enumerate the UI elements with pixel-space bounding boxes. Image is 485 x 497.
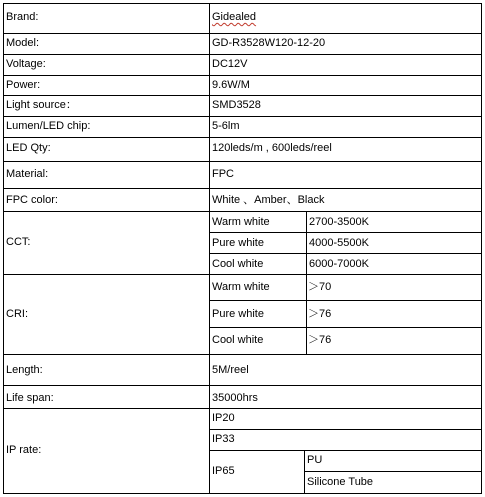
cct-label: CCT: (6, 236, 31, 248)
length-value: 5M/reel (212, 364, 249, 376)
row-separator (3, 354, 482, 355)
model-label: Model: (6, 37, 40, 49)
cct-value: 6000-7000K (309, 258, 369, 270)
table-border-right (481, 3, 482, 494)
row-separator (3, 211, 482, 212)
ip65-subcolumn-divider (304, 450, 305, 494)
brand-value: Gidealed (212, 11, 257, 23)
led-qty-label: LED Qty: (6, 142, 51, 154)
led-qty-value: 120leds/m , 600leds/reel (212, 142, 332, 154)
cri-subrow-separator (209, 300, 482, 301)
row-separator (3, 385, 482, 386)
life-span-label: Life span: (6, 392, 54, 404)
cri-value: ＞76 (308, 308, 332, 320)
cct-value: 2700-3500K (309, 216, 369, 228)
row-separator (3, 54, 482, 55)
fpc-color-label: FPC color: (6, 194, 58, 206)
power-label: Power: (6, 79, 41, 91)
length-label: Length: (6, 364, 43, 376)
ip65-option: Silicone Tube (307, 476, 374, 488)
table-border-top (3, 3, 482, 4)
ip-rate-value: IP33 (212, 433, 235, 445)
cct-value: 4000-5500K (309, 237, 369, 249)
voltage-label: Voltage: (6, 58, 46, 70)
cri-value: ＞76 (308, 334, 332, 346)
light-source-label: Light source： (6, 99, 77, 111)
cri-label: CRI: (6, 308, 28, 320)
cri-name: Warm white (212, 281, 270, 293)
cri-value: ＞70 (308, 281, 332, 293)
row-separator (3, 95, 482, 96)
column-divider (209, 3, 210, 494)
row-separator (3, 33, 482, 34)
row-separator (3, 75, 482, 76)
model-value: GD-R3528W120-12-20 (212, 37, 326, 49)
ip65-subrow-separator (304, 471, 482, 472)
table-border-bottom (3, 493, 482, 494)
cct-subrow-separator (209, 232, 482, 233)
cri-subrow-separator (209, 327, 482, 328)
power-value: 9.6W/M (212, 79, 250, 91)
table-border-left (3, 3, 4, 494)
row-separator (3, 188, 482, 189)
lumen-value: 5-6lm (212, 120, 240, 132)
cri-name: Pure white (212, 308, 264, 320)
cct-subrow-separator (209, 253, 482, 254)
fpc-color-value: White 、Amber、Black (212, 194, 325, 206)
ip-subrow-separator (209, 450, 482, 451)
row-separator (3, 116, 482, 117)
voltage-value: DC12V (212, 58, 248, 70)
cct-name: Warm white (212, 216, 270, 228)
row-separator (3, 161, 482, 162)
cri-subcolumn-divider (306, 274, 307, 355)
life-span-value: 35000hrs (212, 392, 258, 404)
row-separator (3, 274, 482, 275)
ip-rate-label: IP rate: (6, 444, 42, 456)
ip65-name: IP65 (212, 465, 235, 477)
cct-subcolumn-divider (306, 211, 307, 275)
cct-name: Pure white (212, 237, 264, 249)
ip65-option: PU (307, 454, 323, 466)
material-value: FPC (212, 168, 234, 180)
lumen-label: Lumen/LED chip: (6, 120, 91, 132)
brand-label: Brand: (6, 11, 39, 23)
material-label: Material: (6, 168, 49, 180)
ip-rate-value: IP20 (212, 412, 235, 424)
cct-name: Cool white (212, 258, 264, 270)
light-source-value: SMD3528 (212, 99, 261, 111)
row-separator (3, 408, 482, 409)
cri-name: Cool white (212, 334, 264, 346)
row-separator (3, 137, 482, 138)
ip-subrow-separator (209, 429, 482, 430)
